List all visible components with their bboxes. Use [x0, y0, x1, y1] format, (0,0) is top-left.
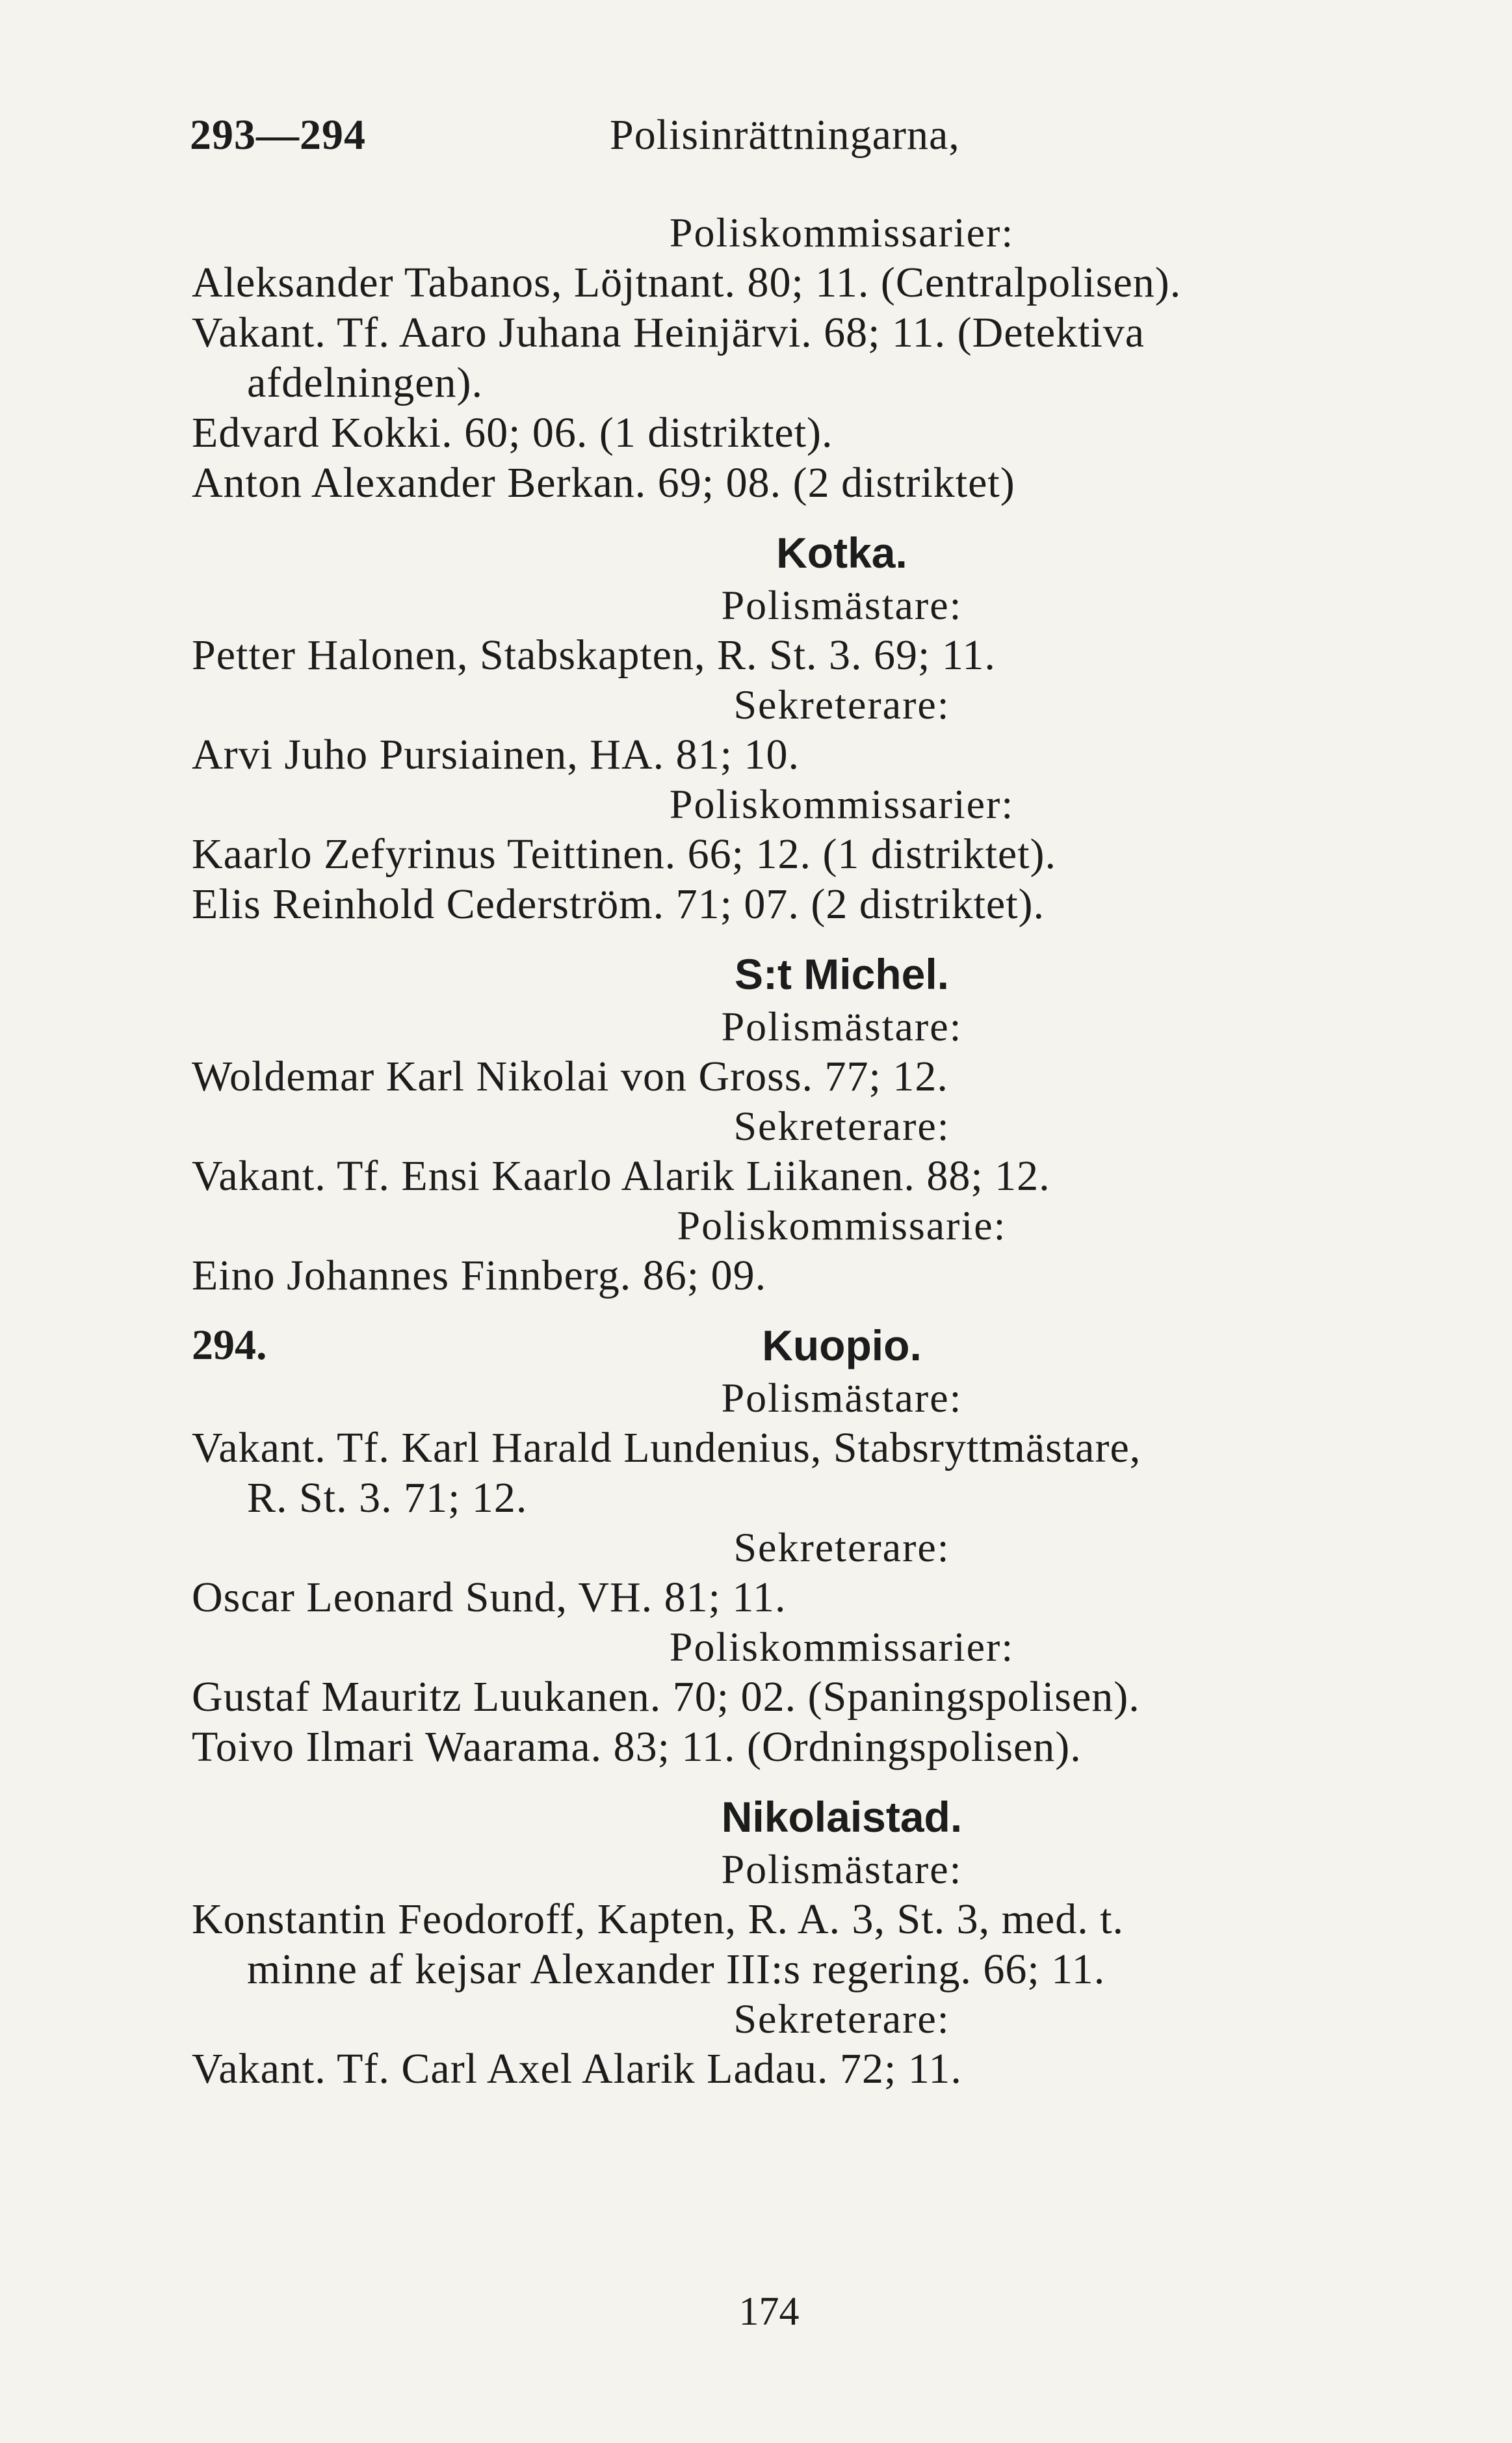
- entry-line: Aleksander Tabanos, Löjtnant. 80; 11. (Centralpolisen).: [192, 259, 1182, 306]
- role-heading: Sekreterare:: [733, 1996, 950, 2042]
- role-heading: Sekreterare:: [733, 1524, 950, 1570]
- city-row-kuopio: [192, 1317, 1453, 1373]
- entry-continuation: R. St. 3. 71; 12.: [247, 1474, 528, 1522]
- section-number: 294.: [192, 1321, 267, 1369]
- page-number: 174: [738, 2290, 800, 2334]
- header-page-range: 293—294: [190, 111, 366, 159]
- section-kuopio: [192, 1317, 1453, 1772]
- entry-line: Petter Halonen, Stabskapten, R. St. 3. 69; 11.: [192, 631, 996, 679]
- section-st-michel: [192, 946, 1453, 1301]
- city-heading-st-michel: S:t Michel.: [734, 950, 950, 998]
- entry-line: Vakant. Tf. Karl Harald Lundenius, Stabsryttmästare,: [192, 1424, 1141, 1472]
- entry-line: Vakant. Tf. Aaro Juhana Heinjärvi. 68; 11. (Detektiva: [192, 309, 1145, 356]
- entry-line: Edvard Kokki. 60; 06. (1 distriktet).: [192, 409, 833, 456]
- city-heading-kuopio: Kuopio.: [762, 1321, 922, 1369]
- entry-line: Eino Johannes Finnberg. 86; 09.: [192, 1252, 767, 1299]
- entry-line: Arvi Juho Pursiainen, HA. 81; 10.: [192, 731, 800, 778]
- section-kotka: [192, 525, 1453, 929]
- entry-line: Toivo Ilmari Waarama. 83; 11. (Ordningspolisen).: [192, 1723, 1082, 1771]
- entry-line: Woldemar Karl Nikolai von Gross. 77; 12.: [192, 1053, 948, 1100]
- header-title: Polisinrättningarna,: [610, 111, 960, 159]
- role-heading: Poliskommissarie:: [677, 1202, 1007, 1248]
- city-heading-kotka: Kotka.: [776, 529, 907, 577]
- entry-line: Konstantin Feodoroff, Kapten, R. A. 3, St. 3, med. t.: [192, 1895, 1125, 1943]
- entry-continuation: afdelningen).: [247, 359, 484, 406]
- role-heading: Poliskommissarier:: [669, 781, 1015, 827]
- document-body: [192, 208, 1453, 2094]
- entry-line: Elis Reinhold Cederström. 71; 07. (2 distriktet).: [192, 880, 1045, 928]
- role-heading: Polismästare:: [721, 1003, 963, 1050]
- entry-line: Oscar Leonard Sund, VH. 81; 11.: [192, 1574, 787, 1621]
- page-header: [190, 111, 1392, 163]
- entry-line: Vakant. Tf. Carl Axel Alarik Ladau. 72; 11.: [192, 2045, 962, 2093]
- entry-line: Gustaf Mauritz Luukanen. 70; 02. (Spaningspolisen).: [192, 1673, 1140, 1721]
- role-heading: Poliskommissarier:: [669, 209, 1015, 256]
- role-heading: Poliskommissarier:: [669, 1624, 1015, 1670]
- entry-continuation: minne af kejsar Alexander III:s regering. 66; 11.: [247, 1946, 1106, 1993]
- entry-line: Vakant. Tf. Ensi Kaarlo Alarik Liikanen. 88; 12.: [192, 1152, 1050, 1200]
- section-nikolaistad: [192, 1789, 1453, 2094]
- entry-line: Kaarlo Zefyrinus Teittinen. 66; 12. (1 distriktet).: [192, 830, 1057, 878]
- section-intro: [192, 208, 1453, 508]
- role-heading: Polismästare:: [721, 582, 963, 628]
- entry-line: Anton Alexander Berkan. 69; 08. (2 distriktet): [192, 459, 1015, 507]
- role-heading: Sekreterare:: [733, 1103, 950, 1149]
- role-heading: Polismästare:: [721, 1846, 963, 1892]
- city-heading-nikolaistad: Nikolaistad.: [721, 1793, 963, 1841]
- role-heading: Sekreterare:: [733, 681, 950, 728]
- role-heading: Polismästare:: [721, 1375, 963, 1421]
